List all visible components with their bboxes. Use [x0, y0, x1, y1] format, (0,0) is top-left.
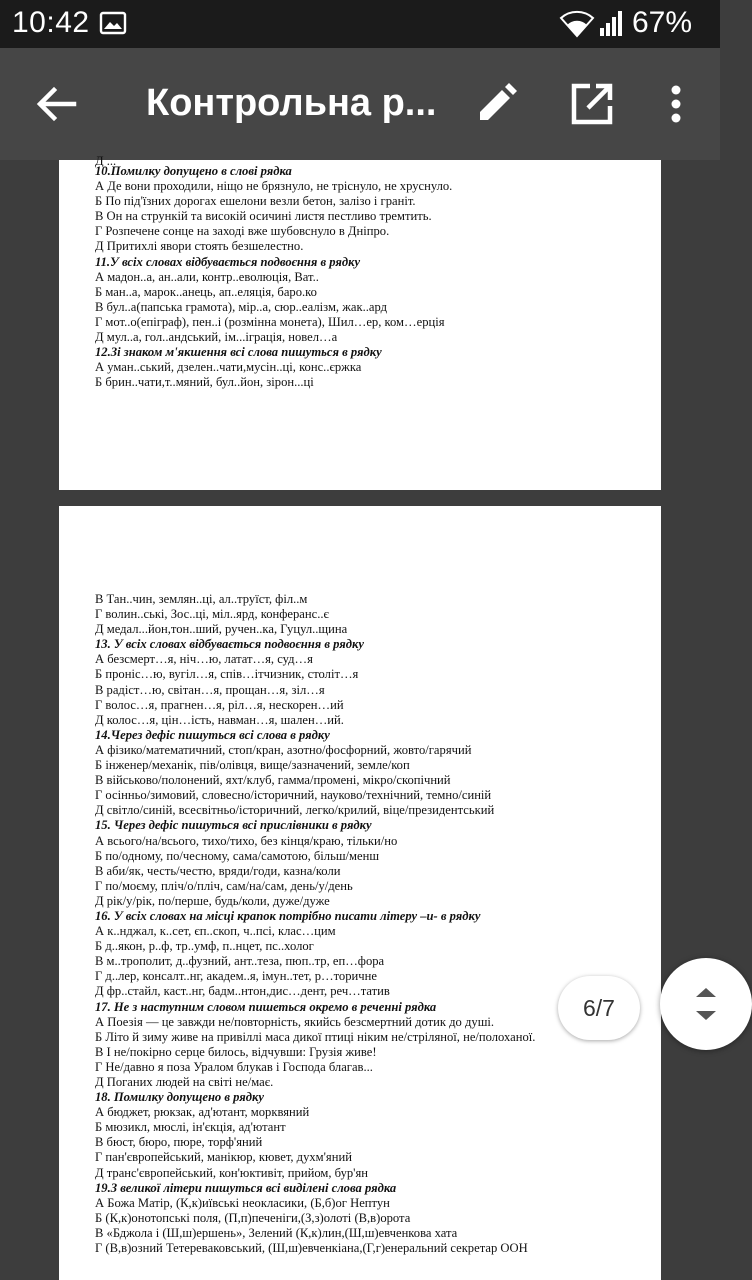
answer-option: Б (К,к)онотопські поля, (П,п)печеніги,(З,з)олоті (В,в)орота	[95, 1210, 411, 1225]
question-heading: 16. У всіх словах на місці крапок потрібно писати літеру –и- в рядку	[95, 908, 481, 923]
answer-option: Г мот..о(епіграф), пен..і (розмінна монета), Шил…ер, ком…ерція	[95, 314, 445, 329]
answer-option: В військово/полонений, яхт/клуб, гамма/промені, мікро/скопічний	[95, 773, 451, 788]
app-bar	[0, 48, 720, 160]
question-heading: 13. У всіх словах відбувається подвоєння в рядку	[95, 637, 364, 652]
answer-option: А Де вони проходили, ніщо не брязнуло, не тріснуло, не хруснуло.	[95, 179, 453, 194]
scroll-up-down-icon	[690, 984, 722, 1024]
cell-signal-icon	[598, 10, 624, 38]
answer-option: Б мюзикл, мюслі, ін'єкція, ад'ютант	[95, 1120, 286, 1135]
answer-option: В м..трополит, д..фузний, ант..теза, пюп..тр, еп…фора	[95, 954, 385, 969]
document-page-6	[59, 506, 661, 1280]
answer-option: Д Поганих людей на світі не/має.	[95, 1075, 274, 1089]
answer-option: Г волос…я, прагнен…я, ріл…я, нескорен…ий	[95, 697, 344, 712]
question-heading: 15. Через дефіс пишуться всі прислівники в рядку	[95, 818, 372, 833]
answer-option: Б інженер/механік, пів/олівця, вище/зазначений, земле/коп	[95, 758, 410, 773]
answer-option: Д колос…я, цін…ість, навман…я, шален…ий.	[95, 712, 344, 727]
answer-option: А к..нджал, к..сет, єп..скоп, ч..псі, клас…цим	[95, 924, 336, 939]
answer-option: Д Притихлі явори стоять безшелестно.	[95, 239, 304, 254]
answer-option: А бюджет, рюкзак, ад'ютант, морквяний	[95, 1105, 310, 1120]
open-external-icon[interactable]	[568, 80, 616, 128]
edit-pencil-icon[interactable]	[472, 80, 520, 128]
answer-option: Д мул..а, гол..андський, ім...іграція, новел…а	[95, 330, 338, 345]
wifi-icon	[560, 10, 594, 38]
back-arrow-icon[interactable]	[30, 78, 82, 130]
answer-option: Д світло/синій, всесвітньо/історичний, легко/крилий, віце/президентський	[95, 803, 495, 818]
answer-option: Г Розпечене сонце на заході вже шубовснуло в Дніпро.	[95, 224, 390, 239]
question-heading: 12.Зі знаком м'якшення всі слова пишуться в рядку	[95, 345, 382, 360]
answer-option: Б проніс…ю, вугіл…я, спів…ітчизник, століт…я	[95, 667, 359, 682]
answer-option: Г пан'європейський, манікюр, кювет, духм'яний	[95, 1150, 352, 1165]
answer-option: Д рік/у/рік, по/перше, будь/коли, дуже/дуже	[95, 893, 330, 908]
answer-option: В бюст, бюро, пюре, торф'яний	[95, 1135, 263, 1150]
answer-option: Д ...	[95, 154, 117, 168]
answer-option: В аби/як, честь/честю, вряди/годи, казна/коли	[95, 863, 341, 878]
document-page-5	[59, 154, 661, 490]
answer-option: А Божа Матір, (К,к)иївські неокласики, (Б,б)ог Нептун	[95, 1195, 390, 1210]
page-text	[95, 592, 535, 1256]
question-heading: 18. Помилку допущено в рядку	[95, 1090, 264, 1105]
answer-option: А всього/на/всього, тихо/тихо, без кінця/краю, тільки/но	[95, 833, 398, 848]
answer-option: А фізико/математичний, стоп/кран, азотно/фосфорний, жовто/гарячий	[95, 742, 472, 757]
answer-option: Д фр..стайл, каст..нг, бадм..нтон,дис…дент, реч…татив	[95, 984, 390, 999]
answer-option: Г (В,в)озний Тетеревaковський, (Ш,ш)евченкіана,(Г,г)енеральний секретар ООН	[95, 1241, 528, 1256]
page-text	[95, 154, 453, 390]
answer-option: Г осінньо/зимовий, словесно/історичний, науково/технічний, темно/синій	[95, 788, 492, 803]
answer-option: Г Не/давно я поза Уралом блукав і Господа благав...	[95, 1059, 373, 1074]
answer-option: В «Бджола і (Ш,ш)ершень», Зелений (К,к)лин,(Ш,ш)евченкова хата	[95, 1225, 458, 1240]
answer-option: В І не/покірно серце билось, відчувши: Грузія живе!	[95, 1044, 377, 1059]
battery-level: 67%	[632, 6, 693, 39]
answer-option: Б По під'їзних дорогах ешелони везли бетон, залізо і граніт.	[95, 194, 416, 209]
answer-option: Г по/моєму, пліч/о/пліч, сам/на/сам, день/у/день	[95, 878, 353, 893]
answer-option: Д медал...йон,тон..ший, ручен..ка, Гуцул..щина	[95, 622, 348, 637]
status-time: 10:42	[12, 6, 90, 39]
answer-option: Б по/одному, по/чесному, сама/самотою, більш/менш	[95, 848, 380, 863]
status-bar	[0, 0, 720, 48]
answer-option: Г волин..ські, Зос..ці, міл..ярд, конферанс..є	[95, 607, 329, 622]
answer-option: А Поезія — це завжди не/повторність, якийсь безсмертний дотик до душі.	[95, 1014, 495, 1029]
answer-option: Г д..лер, консалт..нг, академ..я, імун..тет, р…торичне	[95, 969, 377, 984]
answer-option: Д транс'європейський, кон'юктивіт, прийом, бур'ян	[95, 1165, 368, 1180]
answer-option: А безсмерт…я, ніч…ю, латат…я, суд…я	[95, 652, 313, 667]
answer-option: А уман..ський, дзелен..чати,мусін..ці, конс..єржка	[95, 360, 362, 375]
answer-option: В радіст…ю, світан…я, прощан…я, зіл…я	[95, 682, 325, 697]
more-options-icon[interactable]	[660, 80, 692, 128]
answer-option: А мадон..а, ан..али, контр..еволюція, Ват..	[95, 269, 319, 284]
image-notification-icon	[100, 12, 126, 34]
answer-option: Б д..якон, р..ф, тр..умф, п..нцет, пс..холог	[95, 939, 314, 954]
question-heading: 17. Не з наступним словом пишеться окремо в реченні рядка	[95, 999, 437, 1014]
answer-option: В Он на стрункій та високій осичині листя пестливо тремтить.	[95, 209, 432, 224]
answer-option: Б брин..чати,т..мяний, бул..йон, зірон...ці	[95, 375, 314, 390]
answer-option: В бул..а(папська грамота), мір..а, сюр..еалізм, жак..ард	[95, 299, 388, 314]
question-heading: 19.З великої літери пишуться всі виділені слова рядка	[95, 1180, 397, 1195]
answer-option: Б ман..а, марок..анець, ап..еляція, баро.ко	[95, 284, 317, 299]
question-heading: 14.Через дефіс пишуться всі слова в рядку	[95, 727, 330, 742]
answer-option: В Тан..чин, землян..ці, ал..труїст, філ..м	[95, 592, 308, 606]
question-heading: 11.У всіх словах відбувається подвоєння в рядку	[95, 254, 361, 269]
fast-scroll-handle[interactable]	[660, 958, 752, 1050]
answer-option: Б Літо й зиму живе на привіллі маса дикої птиці ніким не/стріляної, не/полоханої.	[95, 1029, 536, 1044]
document-title: Контрольна р...	[146, 82, 437, 124]
page-indicator: 6/7	[558, 976, 640, 1040]
question-heading: 10.Помилку допущено в слові рядка	[95, 164, 292, 178]
